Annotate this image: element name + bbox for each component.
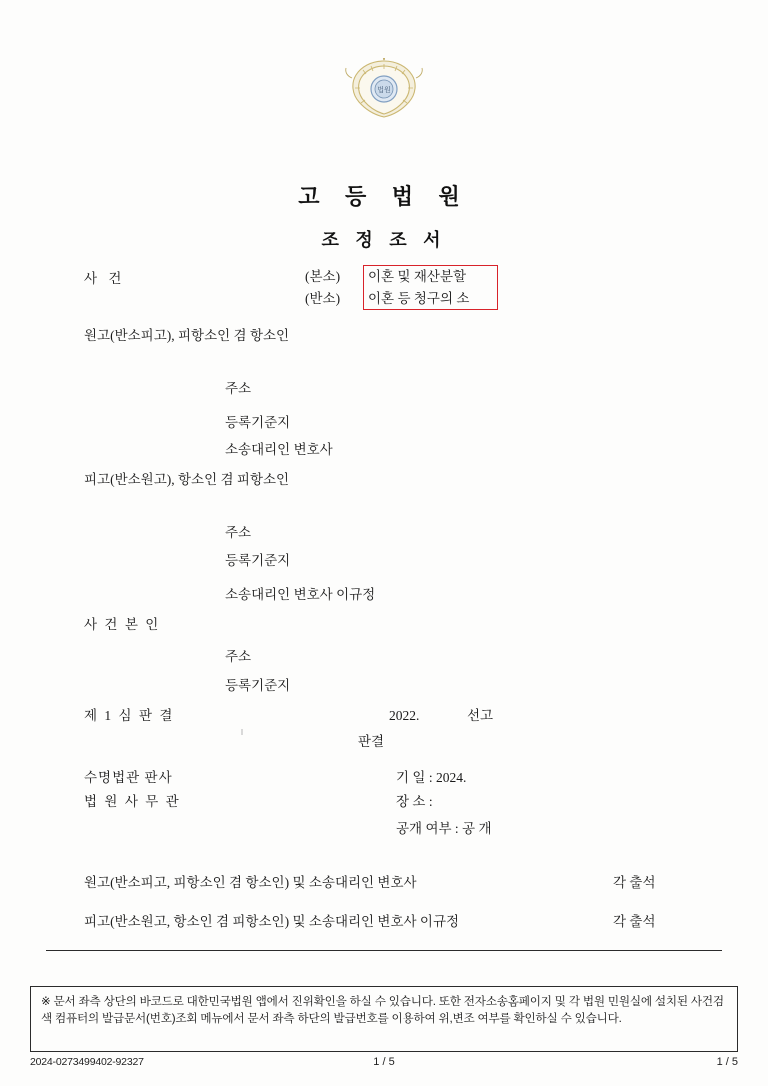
clerk-label: 법 원 사 무 관 [84,794,181,809]
case-label: 사 건 [84,271,126,286]
plaintiff-counsel: 소송대리인 변호사 [225,442,333,457]
case-counter-name: 이혼 등 청구의 소 [368,291,470,306]
defendant-registry-label: 등록기준지 [225,553,291,568]
page-indicator: 1 / 5 [373,1056,395,1068]
defendant-address-label: 주소 [225,525,252,540]
document-title: 조 정 조 서 [321,230,447,250]
defendant-counsel: 소송대리인 변호사 이규정 [225,587,376,602]
case-origin-name: 이혼 및 재산분할 [368,269,467,284]
attendance-plaintiff-status: 각 출석 [613,875,656,890]
case-party-label: 사 건 본 인 [84,617,161,632]
plaintiff-registry-label: 등록기준지 [225,415,291,430]
court-name: 고 등 법 원 [298,184,470,209]
attendance-plaintiff: 원고(반소피고, 피항소인 겸 항소인) 및 소송대리인 변호사 [84,875,417,890]
authenticity-notice-box [30,986,738,1052]
attendance-defendant-status: 각 출석 [613,914,656,929]
section-divider [46,950,722,951]
commissioned-judge-label: 수명법관 판사 [84,770,173,785]
hearing-place-label: 장 소 : [396,794,433,809]
party-address-label: 주소 [225,649,252,664]
page-indicator-right: 1 / 5 [716,1056,738,1068]
scan-artifact [241,729,243,735]
case-counter-marker: (반소) [305,291,341,306]
emblem-label: 법원 [377,87,391,94]
attendance-defendant: 피고(반소원고, 항소인 겸 피항소인) 및 소송대리인 변호사 이규정 [84,914,460,929]
plaintiff-address-label: 주소 [225,381,252,396]
open-to-public-label: 공개 여부 : 공 개 [396,821,492,836]
hearing-date-label: 기 일 : 2024. [396,770,467,785]
first-trial-year: 2022. [389,708,420,723]
plaintiff-line: 원고(반소피고), 피항소인 겸 항소인 [84,328,290,343]
case-origin-marker: (본소) [305,269,341,284]
defendant-line: 피고(반소원고), 항소인 겸 피항소인 [84,472,290,487]
first-trial-pronounce: 선고 [467,708,494,723]
first-trial-judgment: 판결 [358,734,385,749]
party-registry-label: 등록기준지 [225,678,291,693]
court-emblem-icon [341,58,427,120]
first-trial-label: 제 1 심 판 결 [84,708,175,723]
issue-serial-number: 2024-0273499402-92327 [30,1056,144,1068]
authenticity-notice-text: ※ 문서 좌측 상단의 바코드로 대한민국법원 앱에서 진위확인을 하실 수 있습니다. 또한 전자소송홈페이지 및 각 법원 민원실에 설치된 사건검색 컴퓨터의 발급문서(번호)조회 메뉴에서 문서 좌측 하단의 발급번호를 이용하여 위,변조 여부를 확인하실 수 있습니다. [41,995,724,1025]
